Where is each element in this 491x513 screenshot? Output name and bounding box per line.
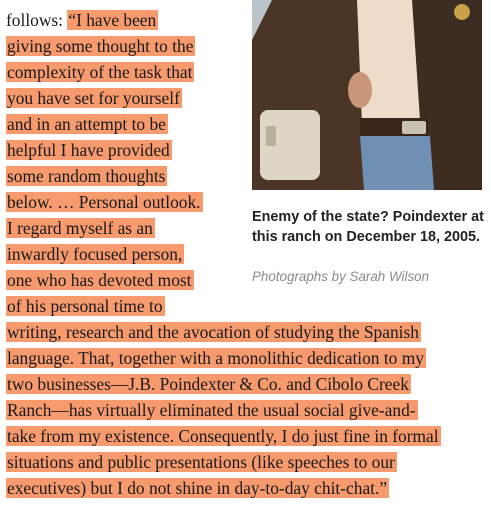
quote-line bbox=[6, 85, 182, 111]
highlighted-text[interactable]: I regard myself as an bbox=[7, 218, 153, 238]
highlighted-text[interactable]: helpful I have provided bbox=[7, 140, 170, 160]
quote-line bbox=[6, 189, 203, 215]
quote-line bbox=[6, 371, 411, 397]
quote-line bbox=[6, 215, 155, 241]
highlighted-text[interactable]: Ranch—has virtually eliminated the usual social give-and- bbox=[7, 400, 416, 420]
highlighted-text[interactable]: of his personal time to bbox=[7, 296, 163, 316]
highlighted-text[interactable]: giving some thought to the bbox=[7, 36, 194, 56]
quote-line bbox=[6, 449, 397, 475]
highlighted-text[interactable]: inwardly focused person, bbox=[7, 244, 183, 264]
quote-line bbox=[6, 319, 421, 345]
quote-line bbox=[6, 397, 418, 423]
photo-caption: Enemy of the state? Poindexter at this ranch on December 18, 2005. bbox=[252, 209, 484, 245]
quote-line bbox=[6, 7, 158, 33]
quote-line bbox=[6, 111, 168, 137]
quote-line bbox=[6, 33, 195, 59]
quote-line bbox=[6, 345, 426, 371]
quote-line bbox=[6, 59, 194, 85]
photo-illustration bbox=[252, 0, 482, 190]
photo-credit: Photographs by Sarah Wilson bbox=[252, 269, 430, 284]
quote-line bbox=[6, 293, 165, 319]
highlighted-text[interactable]: and in an attempt to be bbox=[7, 114, 166, 134]
highlighted-text[interactable]: some random thoughts bbox=[7, 166, 166, 186]
quote-line bbox=[6, 163, 167, 189]
quote-line bbox=[6, 423, 441, 449]
highlighted-text[interactable]: you have set for yourself bbox=[7, 88, 180, 108]
highlighted-text[interactable]: “I have been bbox=[68, 10, 157, 30]
quote-line bbox=[6, 137, 172, 163]
highlighted-text[interactable]: executives) but I do not shine in day-to-day chit-chat.” bbox=[7, 478, 388, 498]
highlighted-text[interactable]: two businesses—J.B. Poindexter & Co. and Cibolo Creek bbox=[7, 374, 409, 394]
quote-line bbox=[6, 241, 184, 267]
highlighted-text[interactable]: situations and public presentations (like speeches to our bbox=[7, 452, 395, 472]
quote-line bbox=[6, 267, 194, 293]
highlighted-text[interactable]: writing, research and the avocation of studying the Spanish bbox=[7, 322, 419, 342]
quote-lead-text: follows: bbox=[6, 10, 68, 30]
highlighted-text[interactable]: one who has devoted most bbox=[7, 270, 192, 290]
highlighted-text[interactable]: language. That, together with a monolithic dedication to my bbox=[7, 348, 424, 368]
highlighted-text[interactable]: below. … Personal outlook. bbox=[7, 192, 201, 212]
quote-line bbox=[6, 475, 389, 501]
highlighted-text[interactable]: take from my existence. Consequently, I do just fine in formal bbox=[7, 426, 439, 446]
poindexter-photo bbox=[252, 0, 482, 190]
highlighted-text[interactable]: complexity of the task that bbox=[7, 62, 193, 82]
